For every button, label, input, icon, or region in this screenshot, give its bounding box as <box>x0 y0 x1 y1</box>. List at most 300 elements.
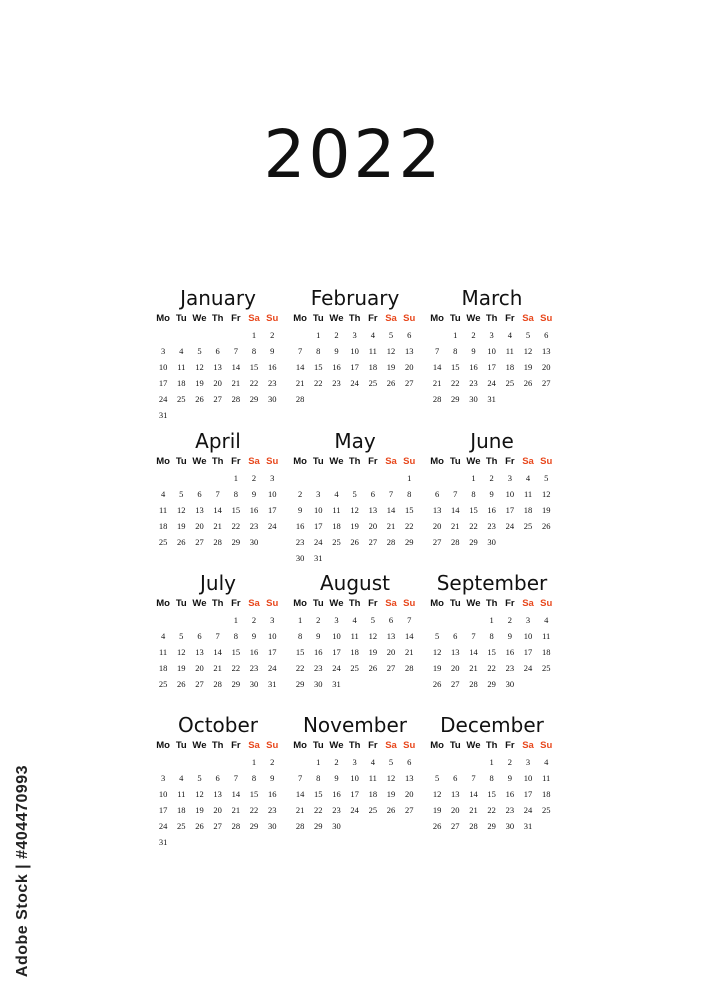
empty-day-cell <box>209 612 227 628</box>
day-cell: 11 <box>177 362 186 372</box>
day-cell: 25 <box>158 537 168 547</box>
day-cell: 2 <box>507 757 512 767</box>
day-cell: 22 <box>249 378 259 388</box>
month-july <box>154 570 282 692</box>
day-cell: 7 <box>434 346 440 356</box>
weekday-label: Fr <box>368 598 378 609</box>
day-cell: 31 <box>314 553 323 563</box>
day-cell: 3 <box>352 757 357 767</box>
day-cell: 24 <box>523 805 533 815</box>
day-cell: 16 <box>505 647 515 657</box>
day-cell: 5 <box>525 330 531 340</box>
day-cell: 13 <box>451 789 460 799</box>
day-cell: 25 <box>350 663 359 673</box>
day-cell: 1 <box>316 757 321 767</box>
day-cell: 17 <box>267 505 277 515</box>
day-cell: 3 <box>352 330 357 340</box>
day-grid <box>291 327 419 407</box>
day-cell: 28 <box>386 537 396 547</box>
day-cell: 20 <box>195 521 204 531</box>
day-cell: 13 <box>386 631 396 641</box>
day-cell: 17 <box>350 362 359 372</box>
day-cell: 8 <box>251 773 257 783</box>
day-cell: 15 <box>314 362 323 372</box>
day-cell: 2 <box>334 330 339 340</box>
day-cell: 9 <box>270 346 275 356</box>
weekday-label: Mo <box>156 740 170 751</box>
day-cell: 5 <box>197 773 202 783</box>
weekday-label: Fr <box>231 313 241 324</box>
day-cell: 22 <box>249 805 259 815</box>
empty-day-cell <box>428 327 446 343</box>
day-cell: 7 <box>388 489 394 499</box>
day-cell: 8 <box>453 346 458 356</box>
day-cell: 18 <box>177 805 186 815</box>
day-cell: 7 <box>297 346 303 356</box>
day-cell: 10 <box>505 489 515 499</box>
empty-day-cell <box>172 327 190 343</box>
day-cell: 24 <box>487 378 496 388</box>
day-cell: 29 <box>404 537 414 547</box>
day-cell: 15 <box>487 647 496 657</box>
day-cell: 21 <box>231 805 241 815</box>
day-cell: 4 <box>160 631 166 641</box>
weekday-label: Th <box>348 456 361 467</box>
month-december <box>428 712 556 834</box>
weekday-label: We <box>192 313 207 324</box>
day-cell: 17 <box>158 805 168 815</box>
day-cell: 2 <box>270 330 275 340</box>
day-cell: 11 <box>505 346 514 356</box>
weekday-label: Fr <box>231 740 241 751</box>
month-name: May <box>334 429 376 453</box>
weekday-label: Fr <box>231 456 241 467</box>
weekday-label: We <box>329 598 344 609</box>
day-cell: 6 <box>453 631 458 641</box>
day-cell: 28 <box>469 821 478 831</box>
day-cell: 19 <box>386 362 396 372</box>
day-cell: 2 <box>251 473 257 483</box>
weekday-label: Th <box>211 456 224 467</box>
weekday-label: Sa <box>385 313 397 324</box>
weekday-header <box>291 311 419 327</box>
day-cell: 21 <box>386 521 396 531</box>
day-cell: 10 <box>314 505 323 515</box>
day-cell: 4 <box>544 757 549 767</box>
day-cell: 31 <box>487 394 496 404</box>
weekday-label: Sa <box>385 598 397 609</box>
day-grid <box>154 754 282 850</box>
day-cell: 6 <box>370 489 375 499</box>
day-cell: 27 <box>386 663 396 673</box>
day-cell: 23 <box>505 663 515 673</box>
day-cell: 18 <box>368 362 378 372</box>
weekday-header <box>428 311 556 327</box>
day-cell: 16 <box>249 647 259 657</box>
day-cell: 21 <box>295 378 305 388</box>
day-cell: 28 <box>451 537 460 547</box>
day-cell: 2 <box>270 757 275 767</box>
empty-day-cell <box>428 754 446 770</box>
day-cell: 3 <box>160 773 166 783</box>
weekday-label: Fr <box>505 456 515 467</box>
day-cell: 30 <box>295 553 305 563</box>
day-cell: 18 <box>541 789 551 799</box>
day-cell: 21 <box>469 805 478 815</box>
day-cell: 31 <box>332 679 341 689</box>
day-cell: 24 <box>158 394 168 404</box>
day-cell: 29 <box>231 537 241 547</box>
day-cell: 6 <box>407 330 412 340</box>
day-cell: 26 <box>386 378 396 388</box>
empty-day-cell <box>190 327 208 343</box>
weekday-header <box>291 454 419 470</box>
day-cell: 13 <box>541 346 551 356</box>
day-cell: 2 <box>489 473 494 483</box>
day-cell: 25 <box>158 679 168 689</box>
day-cell: 24 <box>158 821 168 831</box>
day-cell: 15 <box>295 647 305 657</box>
day-cell: 11 <box>350 631 359 641</box>
day-cell: 25 <box>505 378 515 388</box>
day-cell: 23 <box>314 663 323 673</box>
day-cell: 19 <box>432 663 442 673</box>
day-cell: 20 <box>541 362 551 372</box>
day-grid <box>291 470 419 566</box>
day-cell: 4 <box>370 757 375 767</box>
day-grid <box>291 612 419 692</box>
weekday-label: Tu <box>312 740 324 751</box>
weekday-label: Sa <box>522 598 534 609</box>
day-cell: 13 <box>213 789 222 799</box>
weekday-label: Mo <box>293 740 307 751</box>
day-cell: 22 <box>487 663 496 673</box>
empty-day-cell <box>190 470 208 486</box>
empty-day-cell <box>209 327 227 343</box>
day-cell: 26 <box>177 679 186 689</box>
day-grid <box>154 470 282 550</box>
weekday-label: Mo <box>293 598 307 609</box>
day-cell: 10 <box>523 631 533 641</box>
empty-day-cell <box>446 754 464 770</box>
day-cell: 25 <box>332 537 341 547</box>
month-name: July <box>200 571 236 595</box>
day-cell: 16 <box>487 505 496 515</box>
weekday-label: Sa <box>522 313 534 324</box>
day-cell: 12 <box>386 346 396 356</box>
day-cell: 24 <box>267 521 277 531</box>
day-cell: 25 <box>541 663 551 673</box>
day-cell: 11 <box>368 773 377 783</box>
day-cell: 13 <box>404 773 414 783</box>
day-cell: 10 <box>332 631 341 641</box>
empty-day-cell <box>154 327 172 343</box>
day-cell: 10 <box>267 489 277 499</box>
day-cell: 19 <box>195 378 204 388</box>
weekday-label: We <box>466 598 481 609</box>
weekday-label: Su <box>266 313 279 324</box>
day-cell: 21 <box>213 663 222 673</box>
day-cell: 15 <box>249 789 259 799</box>
weekday-label: Su <box>540 313 553 324</box>
empty-day-cell <box>209 754 227 770</box>
weekday-label: Tu <box>312 598 324 609</box>
weekday-label: Tu <box>175 313 187 324</box>
day-cell: 15 <box>404 505 414 515</box>
day-cell: 9 <box>334 773 339 783</box>
day-cell: 24 <box>523 663 533 673</box>
day-cell: 23 <box>332 378 341 388</box>
empty-day-cell <box>446 612 464 628</box>
day-cell: 8 <box>471 489 476 499</box>
day-cell: 22 <box>231 521 241 531</box>
weekday-label: Su <box>403 313 416 324</box>
day-cell: 6 <box>407 757 412 767</box>
day-cell: 6 <box>215 773 220 783</box>
weekday-label: Sa <box>248 456 260 467</box>
day-cell: 25 <box>177 394 186 404</box>
day-cell: 1 <box>453 330 458 340</box>
empty-day-cell <box>172 754 190 770</box>
day-cell: 20 <box>213 805 222 815</box>
weekday-header <box>428 454 556 470</box>
day-cell: 26 <box>177 537 186 547</box>
day-cell: 14 <box>295 362 305 372</box>
day-cell: 14 <box>213 647 222 657</box>
weekday-label: Th <box>485 313 498 324</box>
weekday-label: Fr <box>505 598 515 609</box>
day-cell: 29 <box>249 394 259 404</box>
day-cell: 6 <box>544 330 549 340</box>
day-cell: 6 <box>197 489 202 499</box>
empty-day-cell <box>364 470 382 486</box>
month-name: April <box>195 429 241 453</box>
day-cell: 14 <box>295 789 305 799</box>
day-cell: 7 <box>233 346 238 356</box>
day-cell: 8 <box>316 346 321 356</box>
day-cell: 30 <box>505 679 515 689</box>
day-cell: 9 <box>489 489 494 499</box>
day-cell: 24 <box>332 663 341 673</box>
weekday-header <box>154 738 282 754</box>
day-cell: 5 <box>370 615 375 625</box>
day-cell: 28 <box>231 394 241 404</box>
day-cell: 21 <box>213 521 222 531</box>
weekday-header <box>154 596 282 612</box>
day-cell: 17 <box>332 647 341 657</box>
day-cell: 15 <box>314 789 323 799</box>
weekday-label: Th <box>485 598 498 609</box>
month-october <box>154 712 282 850</box>
day-cell: 8 <box>251 346 257 356</box>
day-cell: 3 <box>334 615 339 625</box>
day-cell: 11 <box>332 505 341 515</box>
day-grid <box>428 470 556 550</box>
month-april <box>154 428 282 550</box>
day-cell: 14 <box>213 505 222 515</box>
weekday-label: Sa <box>248 740 260 751</box>
day-cell: 11 <box>177 789 186 799</box>
month-name: January <box>180 286 256 310</box>
empty-day-cell <box>382 470 400 486</box>
day-cell: 31 <box>523 821 533 831</box>
empty-day-cell <box>190 612 208 628</box>
day-cell: 12 <box>195 789 204 799</box>
day-cell: 9 <box>334 346 339 356</box>
day-cell: 20 <box>213 378 222 388</box>
weekday-label: Mo <box>430 598 444 609</box>
day-cell: 16 <box>267 789 277 799</box>
day-cell: 20 <box>432 521 442 531</box>
weekday-label: Mo <box>156 456 170 467</box>
weekday-label: We <box>466 740 481 751</box>
day-cell: 30 <box>505 821 515 831</box>
year-title: 2022 <box>263 116 444 193</box>
day-cell: 21 <box>469 663 478 673</box>
month-june <box>428 428 556 550</box>
day-cell: 4 <box>525 473 531 483</box>
day-cell: 13 <box>195 505 204 515</box>
day-cell: 9 <box>297 505 303 515</box>
day-cell: 10 <box>350 773 359 783</box>
day-cell: 14 <box>469 789 478 799</box>
weekday-label: Sa <box>385 740 397 751</box>
day-cell: 22 <box>314 378 323 388</box>
day-cell: 22 <box>295 663 305 673</box>
day-cell: 15 <box>469 505 478 515</box>
day-cell: 1 <box>489 615 494 625</box>
empty-day-cell <box>291 754 309 770</box>
day-cell: 19 <box>541 505 551 515</box>
day-cell: 24 <box>505 521 515 531</box>
day-cell: 8 <box>407 489 412 499</box>
day-cell: 1 <box>407 473 412 483</box>
day-cell: 8 <box>233 489 238 499</box>
day-cell: 29 <box>249 821 259 831</box>
day-cell: 19 <box>195 805 204 815</box>
weekday-label: Fr <box>505 740 515 751</box>
day-cell: 6 <box>388 615 394 625</box>
day-cell: 9 <box>507 631 512 641</box>
day-cell: 12 <box>195 362 204 372</box>
day-cell: 28 <box>295 821 305 831</box>
day-cell: 13 <box>368 505 378 515</box>
day-cell: 30 <box>314 679 323 689</box>
day-cell: 2 <box>507 615 512 625</box>
day-cell: 14 <box>451 505 460 515</box>
day-cell: 25 <box>523 521 533 531</box>
day-cell: 6 <box>197 631 202 641</box>
month-name: August <box>320 571 390 595</box>
day-grid <box>428 612 556 692</box>
weekday-label: Th <box>211 313 224 324</box>
day-cell: 5 <box>179 489 184 499</box>
day-cell: 18 <box>158 521 168 531</box>
day-cell: 3 <box>160 346 166 356</box>
weekday-label: Fr <box>368 313 378 324</box>
day-cell: 21 <box>451 521 460 531</box>
weekday-label: Tu <box>449 456 461 467</box>
empty-day-cell <box>327 470 345 486</box>
weekday-header <box>428 738 556 754</box>
day-cell: 24 <box>267 663 277 673</box>
day-cell: 21 <box>295 805 305 815</box>
day-cell: 14 <box>404 631 414 641</box>
day-cell: 11 <box>368 346 377 356</box>
day-cell: 26 <box>350 537 359 547</box>
day-cell: 4 <box>179 346 184 356</box>
weekday-header <box>154 454 282 470</box>
day-cell: 28 <box>295 394 305 404</box>
day-cell: 7 <box>215 631 220 641</box>
weekday-label: We <box>329 740 344 751</box>
day-cell: 2 <box>251 615 257 625</box>
day-cell: 23 <box>295 537 305 547</box>
day-cell: 1 <box>297 615 303 625</box>
day-cell: 4 <box>352 615 357 625</box>
day-cell: 15 <box>487 789 496 799</box>
weekday-label: Mo <box>430 456 444 467</box>
month-september <box>428 570 556 692</box>
empty-day-cell <box>172 470 190 486</box>
day-cell: 20 <box>404 362 414 372</box>
day-cell: 4 <box>179 773 184 783</box>
day-cell: 12 <box>432 647 442 657</box>
weekday-label: We <box>192 740 207 751</box>
day-cell: 28 <box>469 679 478 689</box>
watermark-text: Adobe Stock | #404470993 <box>14 764 31 978</box>
month-may <box>291 428 419 566</box>
day-cell: 12 <box>523 346 533 356</box>
day-cell: 10 <box>350 346 359 356</box>
weekday-label: Th <box>211 740 224 751</box>
day-cell: 18 <box>541 647 551 657</box>
day-cell: 23 <box>505 805 515 815</box>
day-cell: 28 <box>213 537 222 547</box>
day-cell: 16 <box>332 362 341 372</box>
day-cell: 20 <box>404 789 414 799</box>
day-cell: 22 <box>404 521 414 531</box>
day-cell: 18 <box>177 378 186 388</box>
day-cell: 15 <box>231 505 241 515</box>
day-cell: 21 <box>231 378 241 388</box>
day-cell: 27 <box>404 378 414 388</box>
day-cell: 2 <box>297 489 303 499</box>
month-name: December <box>440 713 544 737</box>
day-cell: 1 <box>233 615 238 625</box>
empty-day-cell <box>428 470 446 486</box>
day-cell: 8 <box>489 773 494 783</box>
day-cell: 24 <box>350 378 359 388</box>
weekday-label: Su <box>403 598 416 609</box>
weekday-label: Su <box>266 598 279 609</box>
day-cell: 27 <box>451 679 460 689</box>
day-cell: 16 <box>469 362 478 372</box>
day-cell: 26 <box>432 679 442 689</box>
day-cell: 19 <box>523 362 533 372</box>
day-cell: 9 <box>316 631 321 641</box>
day-cell: 5 <box>544 473 549 483</box>
day-cell: 14 <box>386 505 396 515</box>
day-cell: 8 <box>233 631 238 641</box>
day-cell: 29 <box>314 821 323 831</box>
weekday-label: We <box>329 456 344 467</box>
weekday-label: Sa <box>248 598 260 609</box>
day-cell: 27 <box>404 805 414 815</box>
day-cell: 23 <box>469 378 478 388</box>
day-cell: 22 <box>487 805 496 815</box>
day-cell: 5 <box>434 631 440 641</box>
